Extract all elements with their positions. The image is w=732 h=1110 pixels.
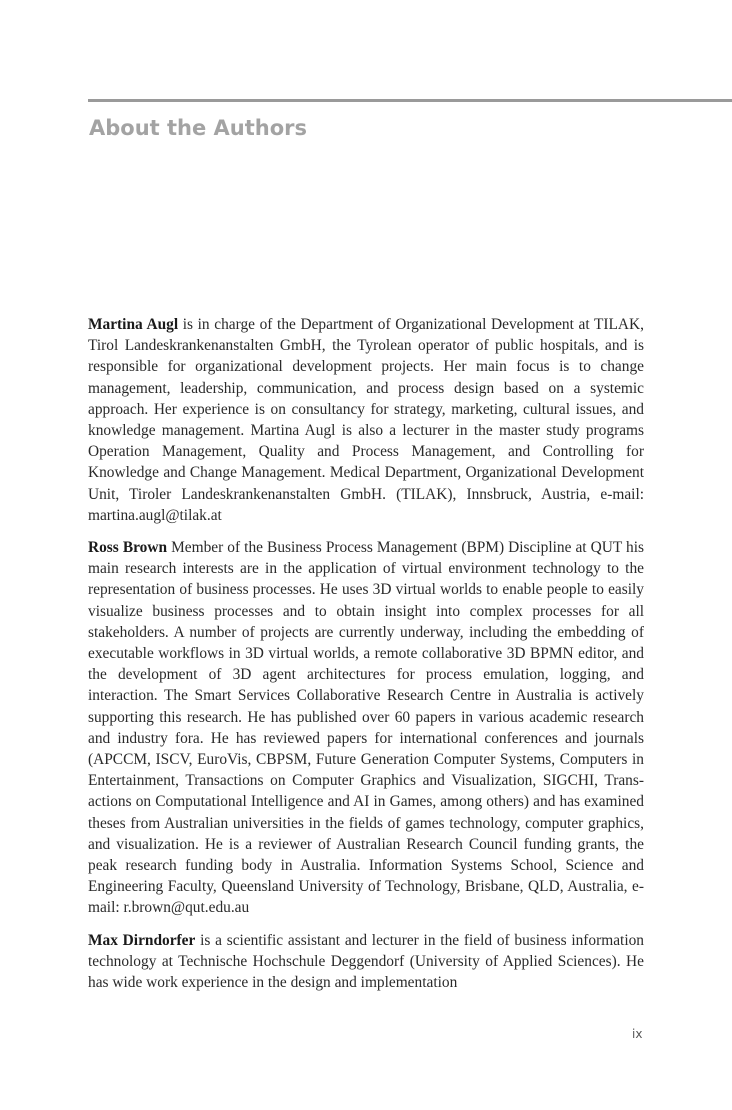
chapter-title: About the Authors [89, 116, 308, 140]
author-description: is in charge of the Department of Organizational Development at TILAK, Tirol Landeskrankenanstalten GmbH, the Tyrolean operator of public hospitals, and is responsible for organizational development projects. Her main focus is to change management, leadership, communication, and process design based on a systemic approach. Her experience is on consultancy for strategy, marketing, cultural issues, and knowledge management. Martina Augl is also a lecturer in the master study programs Operation Management, Quality and Process Management, and Controlling for Knowledge and Change Management. Medical Department, Organizational Development Unit, Tiroler Landeskrankenanstalten GmbH. (TILAK), Innsbruck, Austria, e-mail: martina.augl@tilak.at [88, 316, 644, 524]
author-bio-augl [88, 314, 644, 526]
author-name: Ross Brown [88, 539, 168, 557]
author-name: Max Dirndorfer [88, 931, 196, 949]
author-bios [88, 314, 644, 1004]
chapter-rule [88, 99, 732, 102]
author-description: Member of the Business Process Management (BPM) Discipline at QUT his main research interests are in the application of virtual environment technology to the representation of business processes. He uses 3D virtual worlds to enable people to easily visualize business processes and to obtain insight into complex processes for all stakeholders. A number of projects are currently underway, including the embedding of executable workflows in 3D virtual worlds, a remote collaborative 3D BPMN editor, and the development of 3D agent architectures for process emulation, logging, and interaction. The Smart Services Collaborative Research Centre in Australia is actively supporting this research. He has published over 60 papers in various academic research and industry fora. He has reviewed papers for international conferences and journals (APCCM, ISCV, EuroVis, CBPSM, Future Generation Computer Systems, Computers in Entertainment, Transactions on Computer Graphics and Visualization, SIGCHI, Transactions on Computational Intelligence and AI in Games, among others) and has examined theses from Australian universities in the fields of games technology, computer graphics, and visualization. He is a reviewer of Australian Research Council funding grants, the peak research funding body in Australia. Information Systems School, Science and Engineering Faculty, Queensland University of Technology, Brisbane, QLD, Australia, e-mail: r.brown@qut.edu.au [88, 539, 645, 917]
page-number: ix [632, 1027, 643, 1041]
author-description: is a scientific assistant and lecturer in the field of business information technology at Technische Hochschule Deggendorf (University of Applied Sciences). He has wide work experience in the design and implementation [88, 931, 644, 992]
author-bio-brown [88, 537, 644, 919]
author-bio-dirndorfer [88, 930, 644, 994]
author-name: Martina Augl [88, 316, 179, 333]
